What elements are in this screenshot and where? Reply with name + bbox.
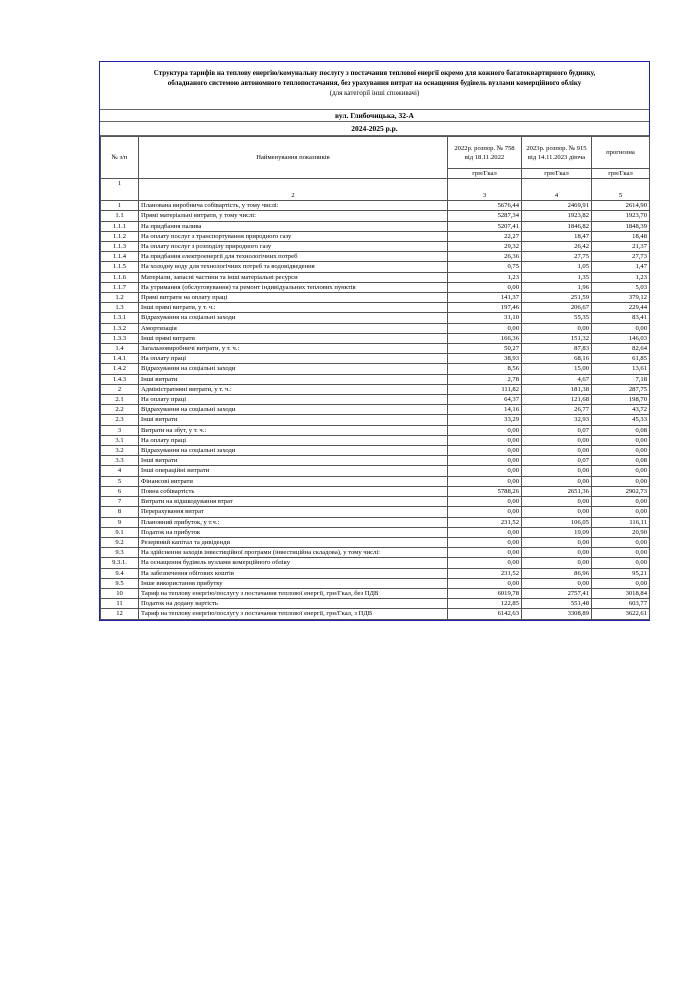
row-label: Тариф на теплову енергію/послугу з постачання теплової енергії, грн/Гкал, з ПДВ xyxy=(139,609,448,619)
value-forecast: 229,44 xyxy=(592,303,650,313)
row-label: Прямі матеріальні витрати, у тому числі: xyxy=(139,211,448,221)
value-2023: 0,00 xyxy=(522,466,592,476)
table-row xyxy=(101,262,650,272)
row-label: На придбання електроенергії для технологічних потреб xyxy=(139,252,448,262)
row-label: Матеріали, запасні частини та інші матеріальні ресурси xyxy=(139,272,448,282)
value-2023: 3308,89 xyxy=(522,609,592,619)
row-number: 1.3.3 xyxy=(101,333,139,343)
row-number: 1.3.2 xyxy=(101,323,139,333)
value-forecast: 287,75 xyxy=(592,384,650,394)
row-label: На оплату праці xyxy=(139,354,448,364)
table-row xyxy=(101,609,650,619)
row-number: 9.2 xyxy=(101,537,139,547)
value-2022: 8,56 xyxy=(448,364,522,374)
value-2023: 1,35 xyxy=(522,272,592,282)
value-2022: 0,00 xyxy=(448,578,522,588)
value-2022: 31,10 xyxy=(448,313,522,323)
value-2023: 4,67 xyxy=(522,374,592,384)
header-row xyxy=(101,137,650,169)
value-2022: 166,36 xyxy=(448,333,522,343)
table-row xyxy=(101,384,650,394)
value-2022: 64,37 xyxy=(448,395,522,405)
value-2023: 106,05 xyxy=(522,517,592,527)
table-row xyxy=(101,354,650,364)
table-row xyxy=(101,313,650,323)
row-label: Витрати на збут, у т. ч.: xyxy=(139,425,448,435)
row-number: 8 xyxy=(101,507,139,517)
value-2022: 0,00 xyxy=(448,282,522,292)
value-2022: 33,29 xyxy=(448,415,522,425)
row-label: Тариф на теплову енергію/послугу з постачання теплової енергії, грн/Гкал, без ПДВ xyxy=(139,588,448,598)
value-forecast: 7,18 xyxy=(592,374,650,384)
value-2022: 6019,78 xyxy=(448,588,522,598)
value-2022: 0,00 xyxy=(448,527,522,537)
table-row xyxy=(101,395,650,405)
value-forecast: 21,37 xyxy=(592,242,650,252)
value-forecast: 0,00 xyxy=(592,446,650,456)
value-forecast: 18,48 xyxy=(592,231,650,241)
row-number: 3 xyxy=(101,425,139,435)
value-2022: 22,27 xyxy=(448,231,522,241)
value-forecast: 0,00 xyxy=(592,497,650,507)
value-2022: 0,75 xyxy=(448,262,522,272)
row-number: 1.1.5 xyxy=(101,262,139,272)
value-2023: 55,35 xyxy=(522,313,592,323)
value-2023: 0,00 xyxy=(522,446,592,456)
value-forecast: 1848,39 xyxy=(592,221,650,231)
row-number: 1.3.1 xyxy=(101,313,139,323)
row-label: Прямі витрати на оплату праці xyxy=(139,293,448,303)
row-number: 3.2 xyxy=(101,446,139,456)
column-number-row xyxy=(101,179,650,201)
row-label: Відрахування на соціальні заходи xyxy=(139,364,448,374)
value-2022: 122,85 xyxy=(448,599,522,609)
row-number: 1 xyxy=(101,201,139,211)
table-row xyxy=(101,456,650,466)
colnum-5: 5 xyxy=(592,179,650,201)
value-2023: 151,32 xyxy=(522,333,592,343)
row-label: Інше використання прибутку xyxy=(139,578,448,588)
row-label: Інші витрати xyxy=(139,374,448,384)
row-label: На утримання (обслуговування) та ремонт індивідуальних теплових пунктів xyxy=(139,282,448,292)
table-row xyxy=(101,486,650,496)
value-forecast: 45,33 xyxy=(592,415,650,425)
table-row xyxy=(101,344,650,354)
row-number: 1.3 xyxy=(101,303,139,313)
row-number: 2 xyxy=(101,384,139,394)
row-label: Перерахування витрат xyxy=(139,507,448,517)
value-2023: 86,96 xyxy=(522,568,592,578)
row-number: 9.3 xyxy=(101,548,139,558)
value-forecast: 95,21 xyxy=(592,568,650,578)
row-label: На оплату послуг з розподілу природного газу xyxy=(139,242,448,252)
value-2023: 18,47 xyxy=(522,231,592,241)
row-label: На оплату праці xyxy=(139,435,448,445)
header-name: Найменування показників xyxy=(139,137,448,179)
row-number: 7 xyxy=(101,497,139,507)
row-number: 9.1 xyxy=(101,527,139,537)
value-2022: 231,52 xyxy=(448,568,522,578)
value-2023: 26,77 xyxy=(522,405,592,415)
value-forecast: 2902,73 xyxy=(592,486,650,496)
colnum-4: 4 xyxy=(522,179,592,201)
value-2023: 251,59 xyxy=(522,293,592,303)
row-number: 1.1 xyxy=(101,211,139,221)
table-row xyxy=(101,293,650,303)
row-number: 2.1 xyxy=(101,395,139,405)
table-row xyxy=(101,537,650,547)
value-forecast: 27,73 xyxy=(592,252,650,262)
value-2023: 0,00 xyxy=(522,497,592,507)
table-row xyxy=(101,517,650,527)
value-2022: 1,23 xyxy=(448,272,522,282)
row-label: Повна собівартість xyxy=(139,486,448,496)
value-2023: 2757,41 xyxy=(522,588,592,598)
value-forecast: 13,61 xyxy=(592,364,650,374)
table-row xyxy=(101,446,650,456)
header-col-forecast: прогнозна xyxy=(592,137,650,169)
value-forecast: 0,00 xyxy=(592,537,650,547)
row-number: 11 xyxy=(101,599,139,609)
row-number: 1.1.6 xyxy=(101,272,139,282)
row-label: На придбання палива xyxy=(139,221,448,231)
row-label: На здійснення заходів інвестиційної програми (інвестиційна складова), у тому числі: xyxy=(139,548,448,558)
value-forecast: 1,47 xyxy=(592,262,650,272)
row-label: Інші прямі витрати xyxy=(139,333,448,343)
value-2023: 2651,36 xyxy=(522,486,592,496)
row-label: Адміністративні витрати, у т. ч.: xyxy=(139,384,448,394)
tariff-sheet xyxy=(99,61,650,621)
value-2022: 0,00 xyxy=(448,425,522,435)
value-2023: 26,42 xyxy=(522,242,592,252)
row-number: 5 xyxy=(101,476,139,486)
value-2022: 6142,63 xyxy=(448,609,522,619)
value-2023: 0,00 xyxy=(522,435,592,445)
table-row xyxy=(101,466,650,476)
value-2023: 15,00 xyxy=(522,364,592,374)
value-2023: 121,68 xyxy=(522,395,592,405)
row-label: Плановний прибуток, у т.ч.: xyxy=(139,517,448,527)
tariff-table xyxy=(100,136,650,620)
value-forecast: 61,85 xyxy=(592,354,650,364)
row-number: 1.4.3 xyxy=(101,374,139,384)
header-num: № з/п xyxy=(101,137,139,179)
row-label: На оснащення будівель вузлами комерційного обліку xyxy=(139,558,448,568)
colnum-2: 2 xyxy=(139,179,448,201)
document-title xyxy=(100,62,649,110)
row-label: Планована виробнича собівартість, у тому числі: xyxy=(139,201,448,211)
row-number: 2.2 xyxy=(101,405,139,415)
value-2022: 50,27 xyxy=(448,344,522,354)
table-row xyxy=(101,272,650,282)
value-forecast: 0,00 xyxy=(592,558,650,568)
table-row xyxy=(101,507,650,517)
row-label: Відрахування на соціальні заходи xyxy=(139,405,448,415)
value-2023: 551,48 xyxy=(522,599,592,609)
row-label: Фінансові витрати xyxy=(139,476,448,486)
row-number: 1.1.7 xyxy=(101,282,139,292)
value-2022: 14,16 xyxy=(448,405,522,415)
value-2022: 0,00 xyxy=(448,466,522,476)
table-row xyxy=(101,588,650,598)
value-2023: 0,00 xyxy=(522,558,592,568)
row-label: Податок на додану вартість xyxy=(139,599,448,609)
value-2022: 141,37 xyxy=(448,293,522,303)
row-label: Відрахування на соціальні заходи xyxy=(139,313,448,323)
row-label: Інші витрати xyxy=(139,415,448,425)
value-2023: 0,00 xyxy=(522,578,592,588)
value-2022: 38,93 xyxy=(448,354,522,364)
value-2023: 19,09 xyxy=(522,527,592,537)
table-row xyxy=(101,497,650,507)
row-number: 9.5 xyxy=(101,578,139,588)
value-2022: 0,00 xyxy=(448,497,522,507)
address: вул. Глибочицька, 32-А xyxy=(100,110,649,122)
row-number: 9 xyxy=(101,517,139,527)
value-2023: 0,00 xyxy=(522,323,592,333)
unit-col-2022: грн/Гкал xyxy=(448,169,522,179)
title-line-1: Структура тарифів на теплову енергію/комунальну послугу з постачання теплової енергії окремо для кожного багатоквартирного будинку, xyxy=(153,69,596,77)
row-number: 9.4 xyxy=(101,568,139,578)
row-number: 12 xyxy=(101,609,139,619)
table-row xyxy=(101,221,650,231)
value-2022: 29,32 xyxy=(448,242,522,252)
value-forecast: 0,00 xyxy=(592,507,650,517)
row-number: 4 xyxy=(101,466,139,476)
value-2023: 68,16 xyxy=(522,354,592,364)
row-label: Інші операційні витрати xyxy=(139,466,448,476)
value-2022: 2,78 xyxy=(448,374,522,384)
value-forecast: 0,08 xyxy=(592,456,650,466)
row-label: Відрахування на соціальні заходи xyxy=(139,446,448,456)
value-2023: 206,67 xyxy=(522,303,592,313)
value-2022: 0,00 xyxy=(448,435,522,445)
value-forecast: 2614,90 xyxy=(592,201,650,211)
table-row xyxy=(101,333,650,343)
row-number: 1.4.2 xyxy=(101,364,139,374)
value-2022: 5287,34 xyxy=(448,211,522,221)
row-number: 1.1.4 xyxy=(101,252,139,262)
value-2023: 27,75 xyxy=(522,252,592,262)
value-2023: 181,38 xyxy=(522,384,592,394)
table-row xyxy=(101,405,650,415)
row-number: 9.3.1. xyxy=(101,558,139,568)
row-number: 6 xyxy=(101,486,139,496)
value-forecast: 146,03 xyxy=(592,333,650,343)
value-2022: 5676,44 xyxy=(448,201,522,211)
table-row xyxy=(101,558,650,568)
value-2023: 1846,82 xyxy=(522,221,592,231)
row-number: 2.3 xyxy=(101,415,139,425)
table-row xyxy=(101,599,650,609)
row-label: Амортизація xyxy=(139,323,448,333)
table-row xyxy=(101,415,650,425)
period: 2024-2025 р.р. xyxy=(100,122,649,136)
value-2023: 32,93 xyxy=(522,415,592,425)
table-row xyxy=(101,374,650,384)
value-2022: 0,00 xyxy=(448,446,522,456)
unit-col-2023: грн/Гкал xyxy=(522,169,592,179)
table-row xyxy=(101,578,650,588)
value-forecast: 5,03 xyxy=(592,282,650,292)
value-forecast: 0,00 xyxy=(592,435,650,445)
value-forecast: 20,90 xyxy=(592,527,650,537)
value-2023: 1923,82 xyxy=(522,211,592,221)
value-forecast: 83,41 xyxy=(592,313,650,323)
row-number: 3.1 xyxy=(101,435,139,445)
value-2022: 231,52 xyxy=(448,517,522,527)
table-row xyxy=(101,211,650,221)
row-number: 1.4 xyxy=(101,344,139,354)
value-forecast: 0,08 xyxy=(592,425,650,435)
value-2023: 87,83 xyxy=(522,344,592,354)
value-forecast: 0,00 xyxy=(592,476,650,486)
table-row xyxy=(101,527,650,537)
value-forecast: 198,70 xyxy=(592,395,650,405)
value-2023: 2469,91 xyxy=(522,201,592,211)
value-2022: 0,00 xyxy=(448,323,522,333)
row-label: Інші витрати xyxy=(139,456,448,466)
value-2023: 1,05 xyxy=(522,262,592,272)
row-label: На забезпечення обігових коштів xyxy=(139,568,448,578)
row-label: Податок на прибуток xyxy=(139,527,448,537)
row-label: Загальновиробничі витрати, у т. ч.: xyxy=(139,344,448,354)
value-2023: 0,00 xyxy=(522,507,592,517)
value-2022: 26,36 xyxy=(448,252,522,262)
row-number: 1.2 xyxy=(101,293,139,303)
value-2022: 0,00 xyxy=(448,476,522,486)
value-2022: 5207,41 xyxy=(448,221,522,231)
value-2022: 0,00 xyxy=(448,537,522,547)
value-2023: 1,96 xyxy=(522,282,592,292)
row-number: 1.4.1 xyxy=(101,354,139,364)
table-row xyxy=(101,435,650,445)
value-forecast: 0,00 xyxy=(592,548,650,558)
title-line-3: (для категорії інші споживачі) xyxy=(329,89,420,97)
table-row xyxy=(101,548,650,558)
value-2023: 0,00 xyxy=(522,476,592,486)
value-forecast: 0,00 xyxy=(592,578,650,588)
value-2022: 111,82 xyxy=(448,384,522,394)
value-forecast: 603,77 xyxy=(592,599,650,609)
row-number: 10 xyxy=(101,588,139,598)
table-row xyxy=(101,476,650,486)
table-row xyxy=(101,201,650,211)
table-row xyxy=(101,303,650,313)
value-2022: 0,00 xyxy=(448,548,522,558)
row-number: 1.1.3 xyxy=(101,242,139,252)
table-row xyxy=(101,231,650,241)
row-label: На холодну воду для технологічних потреб та водовідведення xyxy=(139,262,448,272)
value-forecast: 82,64 xyxy=(592,344,650,354)
value-2023: 0,00 xyxy=(522,537,592,547)
value-forecast: 1,23 xyxy=(592,272,650,282)
value-forecast: 116,11 xyxy=(592,517,650,527)
table-body xyxy=(101,201,650,619)
row-number: 3.3 xyxy=(101,456,139,466)
row-label: Витрати на відшкодування втрат xyxy=(139,497,448,507)
value-2022: 5788,26 xyxy=(448,486,522,496)
value-forecast: 379,12 xyxy=(592,293,650,303)
table-row xyxy=(101,282,650,292)
row-label: Резервний капітал та дивіденди xyxy=(139,537,448,547)
title-line-2: обладнаного системою автономного теплопостачання, без урахування витрат на оснащення будівель вузлами комерційного обліку xyxy=(167,79,582,87)
row-label: На оплату послуг з транспортування природного газу xyxy=(139,231,448,241)
header-col-2022: 2022р. розпор. № 758 від 18.11.2022 xyxy=(448,137,522,169)
table-row xyxy=(101,364,650,374)
value-2022: 197,46 xyxy=(448,303,522,313)
row-label: Інші прямі витрати, у т. ч.: xyxy=(139,303,448,313)
value-2023: 0,07 xyxy=(522,456,592,466)
value-2023: 0,07 xyxy=(522,425,592,435)
table-row xyxy=(101,425,650,435)
value-2022: 0,00 xyxy=(448,558,522,568)
value-forecast: 0,00 xyxy=(592,323,650,333)
table-row xyxy=(101,242,650,252)
row-number: 1.1.1 xyxy=(101,221,139,231)
header-col-2023: 2023р. розпор. № 915 від 14.11.2023 діюча xyxy=(522,137,592,169)
row-label: На оплату праці xyxy=(139,395,448,405)
value-forecast: 43,72 xyxy=(592,405,650,415)
unit-col-forecast: грн/Гкал xyxy=(592,169,650,179)
colnum-3: 3 xyxy=(448,179,522,201)
value-forecast: 0,00 xyxy=(592,466,650,476)
value-2023: 0,00 xyxy=(522,548,592,558)
value-2022: 0,00 xyxy=(448,507,522,517)
table-row xyxy=(101,252,650,262)
colnum-1: 1 xyxy=(101,179,139,201)
value-forecast: 1923,70 xyxy=(592,211,650,221)
value-forecast: 3622,61 xyxy=(592,609,650,619)
table-row xyxy=(101,323,650,333)
table-row xyxy=(101,568,650,578)
value-2022: 0,00 xyxy=(448,456,522,466)
row-number: 1.1.2 xyxy=(101,231,139,241)
value-forecast: 3018,84 xyxy=(592,588,650,598)
